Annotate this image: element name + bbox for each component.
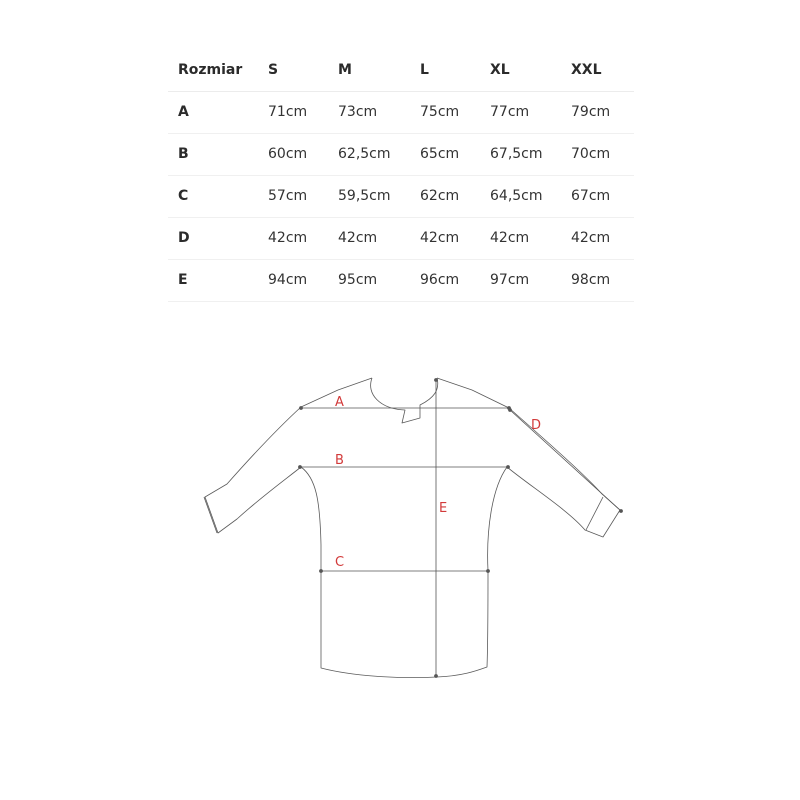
row-label: B (178, 146, 189, 162)
row-label: E (178, 272, 188, 288)
table-cell: 57cm (268, 188, 308, 204)
header-size-xxl: XXL (571, 62, 602, 78)
table-cell: 71cm (268, 104, 308, 120)
garment-body-outline (205, 378, 620, 678)
measure-end-dot (299, 466, 302, 469)
measure-end-dot (435, 675, 438, 678)
header-size-s: S (268, 62, 279, 78)
table-cell: 59,5cm (338, 188, 391, 204)
measurement-lines (299, 379, 623, 678)
table-cell: 42cm (490, 230, 530, 246)
row-label: D (178, 230, 190, 246)
table-cell: 96cm (420, 272, 460, 288)
table-cell: 42cm (571, 230, 611, 246)
measure-end-dot (300, 407, 303, 410)
header-size-l: L (420, 62, 429, 78)
table-cell: 42cm (268, 230, 308, 246)
row-label: C (178, 188, 189, 204)
measure-end-dot (509, 409, 512, 412)
table-cell: 42cm (338, 230, 378, 246)
table-cell: 42cm (420, 230, 460, 246)
garment-outline (204, 378, 620, 678)
measure-end-dot (620, 510, 623, 513)
row-label: A (178, 104, 189, 120)
table-cell: 77cm (490, 104, 530, 120)
measure-line-d (510, 410, 621, 511)
label-e: E (439, 501, 448, 516)
table-cell: 97cm (490, 272, 530, 288)
table-cell: 75cm (420, 104, 460, 120)
label-b: B (335, 453, 344, 468)
label-c: C (335, 555, 345, 570)
header-size-xl: XL (490, 62, 510, 78)
table-cell: 98cm (571, 272, 611, 288)
table-cell: 95cm (338, 272, 378, 288)
table-cell: 67cm (571, 188, 611, 204)
measure-end-dot (435, 379, 438, 382)
header-rozmiar: Rozmiar (178, 62, 243, 78)
table-cell: 73cm (338, 104, 378, 120)
table-cell: 94cm (268, 272, 308, 288)
header-size-m: M (338, 62, 352, 78)
table-cell: 62,5cm (338, 146, 391, 162)
measure-end-dot (487, 570, 490, 573)
label-d: D (531, 418, 542, 433)
measure-end-dot (320, 570, 323, 573)
table-cell: 70cm (571, 146, 611, 162)
measure-end-dot (507, 466, 510, 469)
table-cell: 60cm (268, 146, 308, 162)
left-cuff-seam (204, 497, 217, 533)
garment-collar (371, 378, 438, 423)
table-cell: 79cm (571, 104, 611, 120)
right-cuff-seam (586, 497, 603, 530)
table-cell: 65cm (420, 146, 460, 162)
table-cell: 67,5cm (490, 146, 543, 162)
table-cell: 64,5cm (490, 188, 543, 204)
label-a: A (335, 395, 344, 410)
table-cell: 62cm (420, 188, 460, 204)
